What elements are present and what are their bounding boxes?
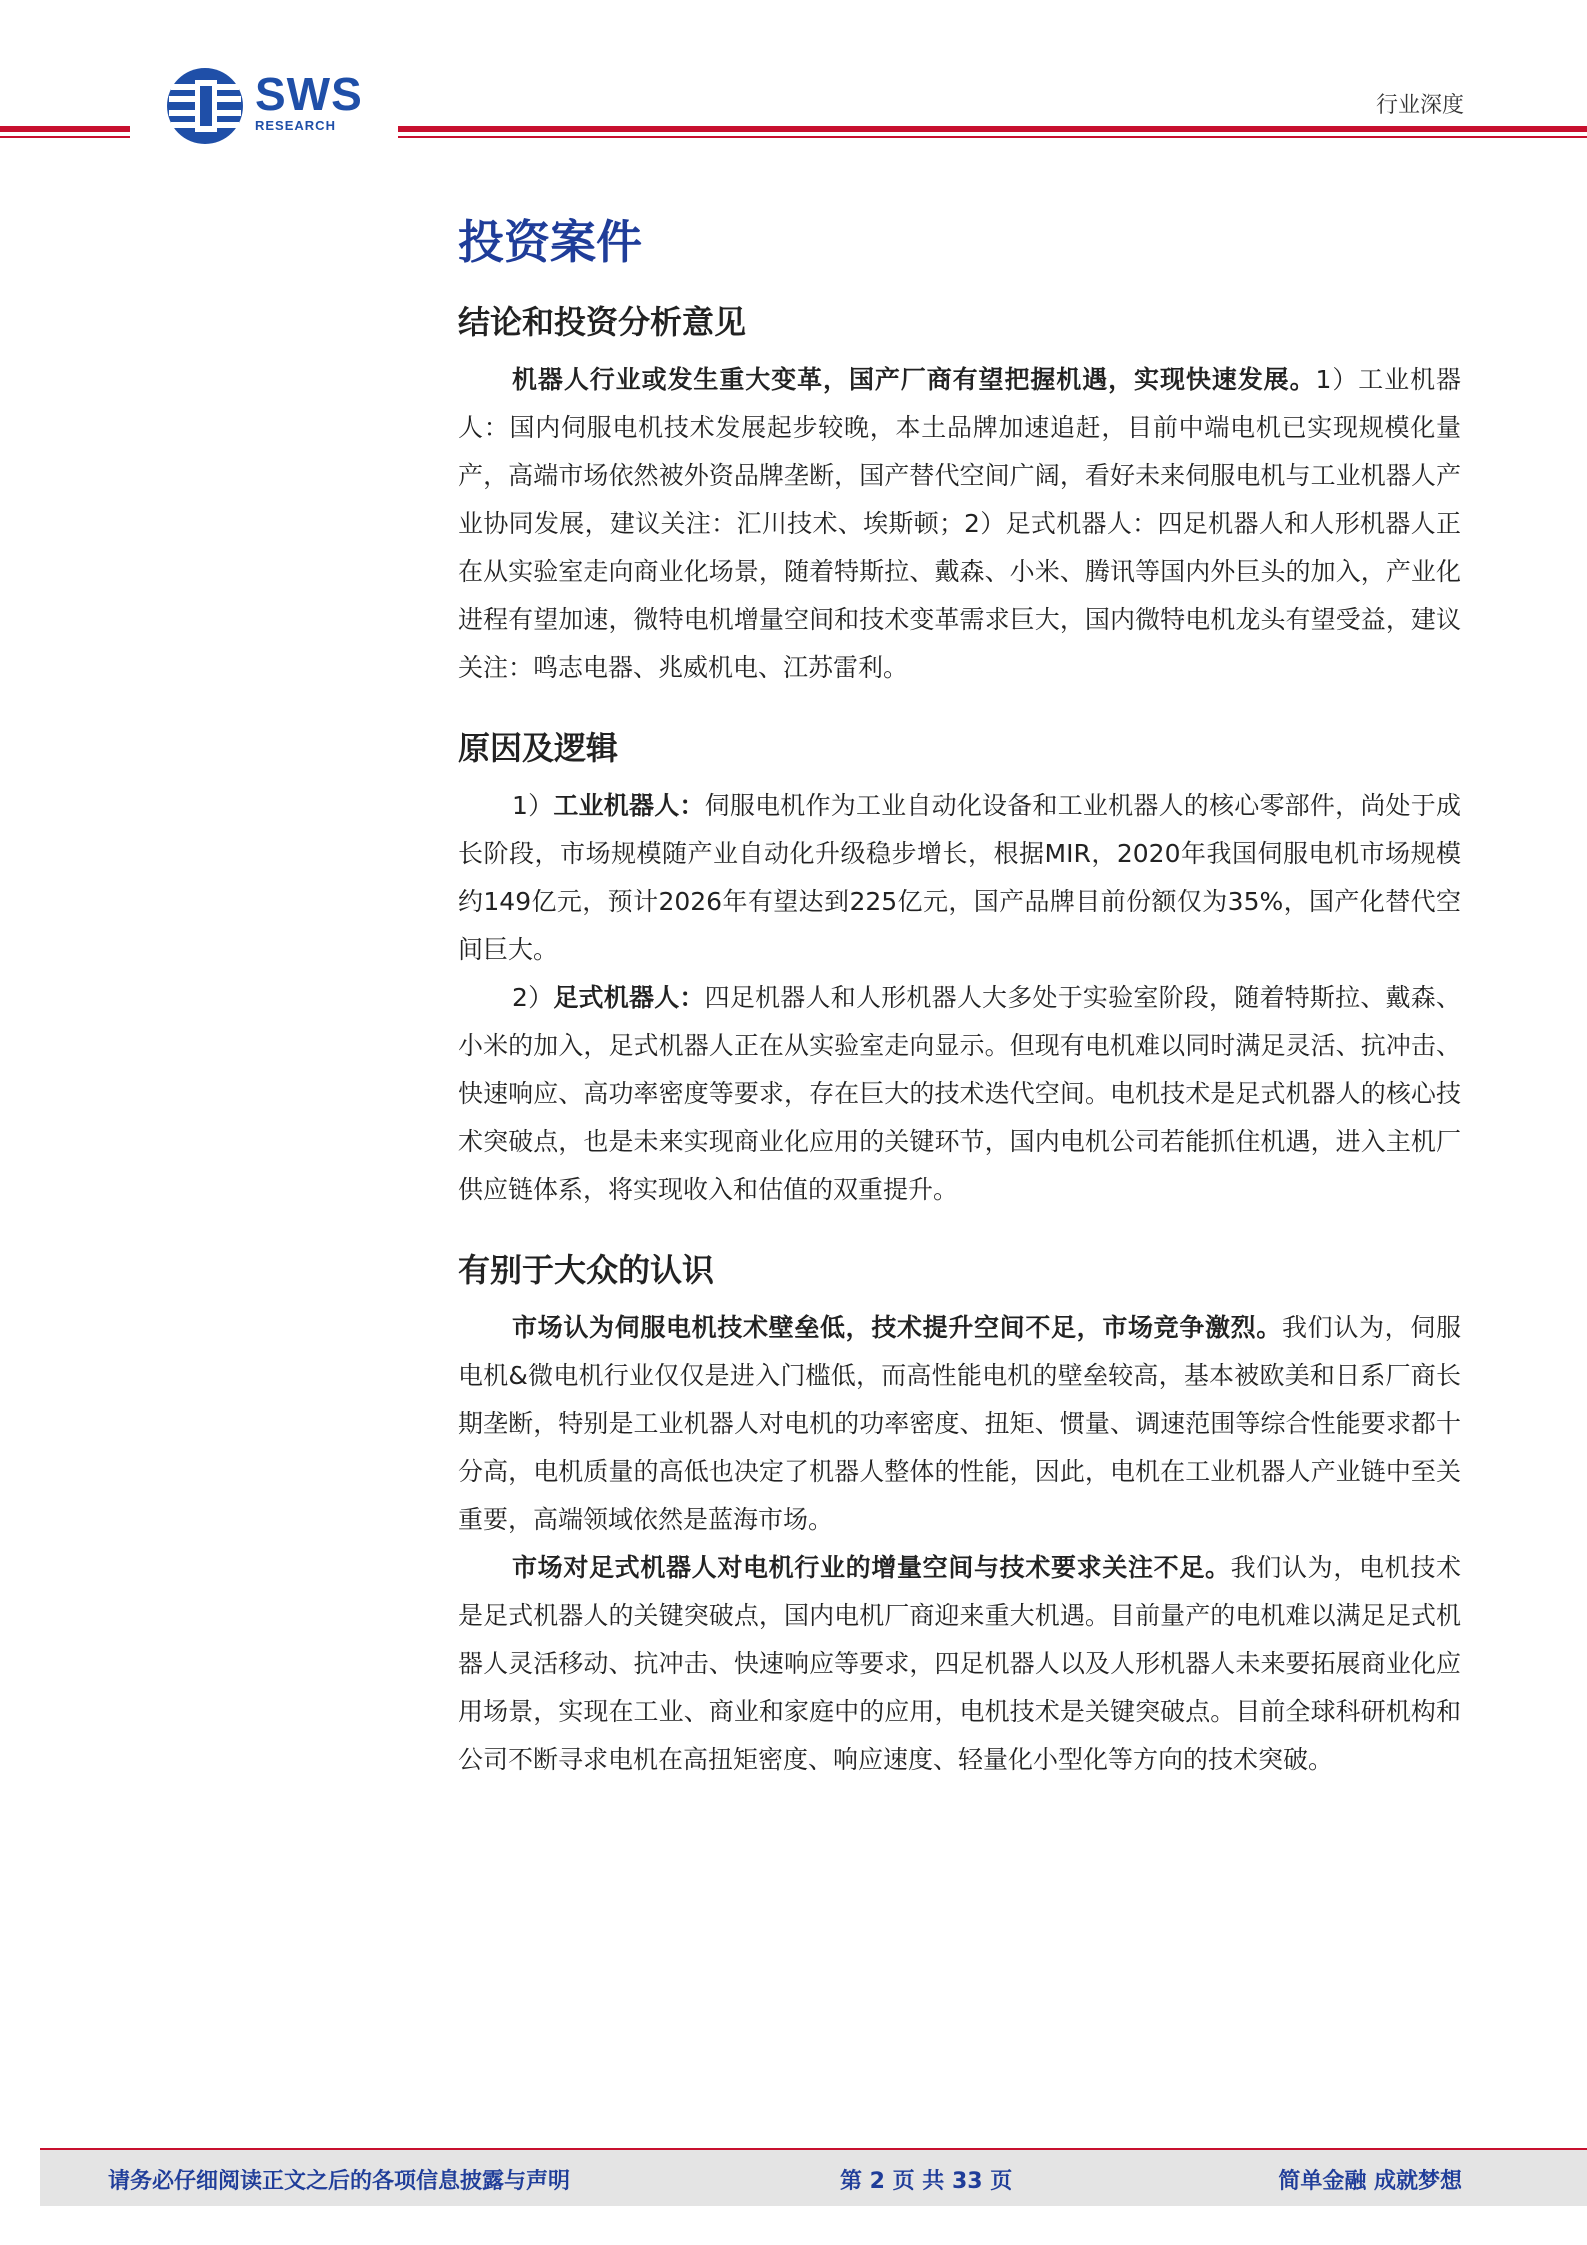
paragraph-text: 四足机器人和人形机器人大多处于实验室阶段，随着特斯拉、戴森、小米的加入，足式机器人正在从实验室走向显示。但现有电机难以同时满足灵活、抗冲击、快速响应、高功率密度等要求，存在巨大的技术迭代空间。电机技术是足式机器人的核心技术突破点，也是未来实现商业化应用的关键环节，国内电机公司若能抓住机遇，进入主机厂供应链体系，将实现收入和估值的双重提升。: [458, 983, 1461, 1204]
paragraph-text: 我们认为，电机技术是足式机器人的关键突破点，国内电机厂商迎来重大机遇。目前量产的电机难以满足足式机器人灵活移动、抗冲击、快速响应等要求，四足机器人以及人形机器人未来要拓展商业化应用场景，实现在工业、商业和家庭中的应用，电机技术是关键突破点。目前全球科研机构和公司不断寻求电机在高扭矩密度、响应速度、轻量化小型化等方向的技术突破。: [458, 1553, 1461, 1774]
header-rule-left-thin: [0, 136, 130, 138]
page-number: 第 2 页 共 33 页: [840, 2169, 1013, 2194]
paragraph-text: 1）工业机器人：国内伺服电机技术发展起步较晚，本土品牌加速追赶，目前中端电机已实现规模化量产，高端市场依然被外资品牌垄断，国产替代空间广阔，看好未来伺服电机与工业机器人产业协同发展，建议关注：汇川技术、埃斯顿；2）足式机器人：四足机器人和人形机器人正在从实验室走向商业化场景，随着特斯拉、戴森、小米、腾讯等国内外巨头的加入，产业化进程有望加速，微特电机增量空间和技术变革需求巨大，国内微特电机龙头有望受益，建议关注：鸣志电器、兆威机电、江苏雷利。: [458, 365, 1462, 682]
paragraph-lead: 工业机器人：: [553, 791, 705, 820]
header-rule-right: [398, 126, 1587, 132]
page-footer: [40, 2150, 1587, 2206]
logo-text: SWS: [255, 68, 363, 120]
paragraph-lead: 市场认为伺服电机技术壁垒低，技术提升空间不足，市场竞争激烈。: [512, 1313, 1282, 1342]
company-logo: [165, 66, 375, 146]
paragraph-prefix: 1）: [512, 791, 554, 820]
paragraph: [458, 1544, 1461, 1784]
header-rule-left: [0, 126, 130, 132]
paragraph: [458, 1304, 1461, 1544]
section-heading: 有别于大众的认识: [458, 1251, 715, 1289]
main-content: [458, 212, 1461, 1784]
paragraph: [458, 356, 1461, 692]
footer-slogan: 简单金融 成就梦想: [1278, 2169, 1462, 2194]
paragraph-text: 我们认为，伺服电机&微电机行业仅仅是进入门槛低，而高性能电机的壁垒较高，基本被欧美和日系厂商长期垄断，特别是工业机器人对电机的功率密度、扭矩、惯量、调速范围等综合性能要求都十分高，电机质量的高低也决定了机器人整体的性能，因此，电机在工业机器人产业链中至关重要，高端领域依然是蓝海市场。: [458, 1313, 1461, 1534]
footer-disclaimer: 请务必仔细阅读正文之后的各项信息披露与声明: [108, 2169, 571, 2194]
section-heading: 结论和投资分析意见: [458, 303, 747, 341]
document-type-label: 行业深度: [1375, 93, 1464, 118]
header-rule-right-thin: [398, 136, 1587, 138]
logo-subtext: RESEARCH: [255, 118, 336, 133]
paragraph-lead: 足式机器人：: [553, 983, 705, 1012]
paragraph-lead: 机器人行业或发生重大变革，国产厂商有望把握机遇，实现快速发展。: [512, 365, 1316, 394]
paragraph-lead: 市场对足式机器人对电机行业的增量空间与技术要求关注不足。: [512, 1553, 1231, 1582]
logo-globe-icon: [165, 66, 245, 146]
page-title: 投资案件: [458, 215, 642, 269]
paragraph: [458, 782, 1461, 974]
paragraph-prefix: 2）: [512, 983, 554, 1012]
section-heading: 原因及逻辑: [458, 729, 619, 767]
paragraph: [458, 974, 1461, 1214]
paragraph-text: 伺服电机作为工业自动化设备和工业机器人的核心零部件，尚处于成长阶段，市场规模随产业自动化升级稳步增长，根据MIR，2020年我国伺服电机市场规模约149亿元，预计2026年有望达到225亿元，国产品牌目前份额仅为35%，国产化替代空间巨大。: [458, 791, 1461, 964]
